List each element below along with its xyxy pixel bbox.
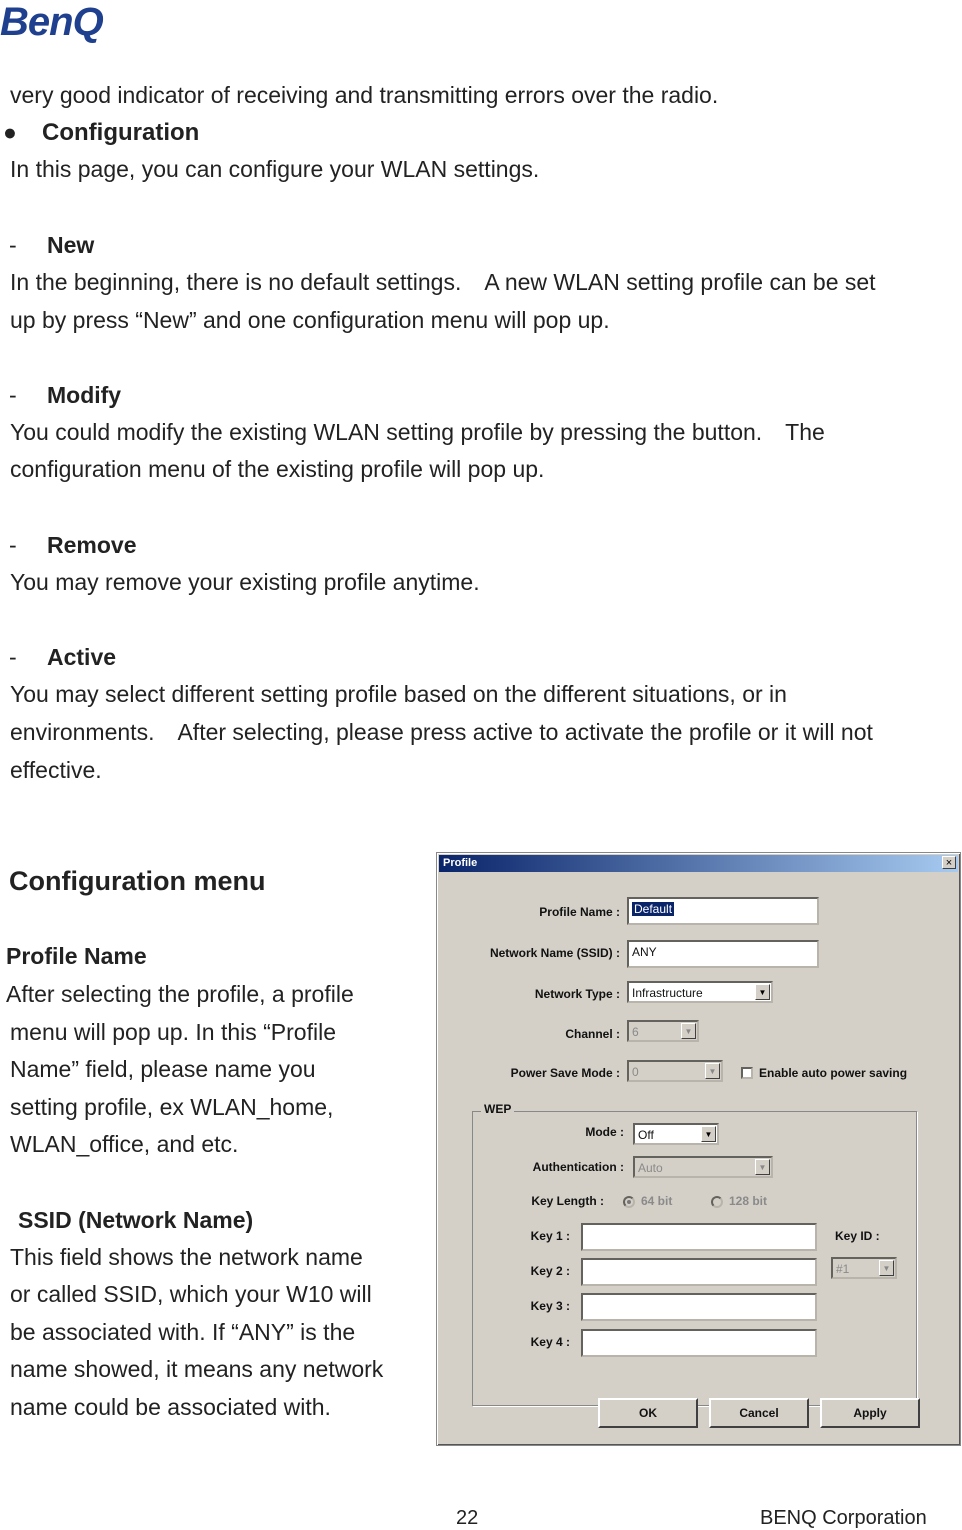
active-line-2: environments. After selecting, please press active to activate the profile or it will not — [10, 719, 873, 745]
profile-name-line-4: setting profile, ex WLAN_home, — [10, 1094, 334, 1120]
profile-name-line-1: After selecting the profile, a profile — [6, 981, 354, 1007]
dialog-title: Profile — [443, 857, 478, 869]
chevron-down-icon: ▼ — [879, 1260, 894, 1276]
remove-line-1: You may remove your existing profile anytime. — [10, 569, 480, 595]
network-name-label: Network Name (SSID) : — [489, 946, 620, 960]
cancel-button[interactable]: Cancel — [709, 1398, 809, 1428]
network-type-select[interactable] — [627, 981, 773, 1003]
network-type-label: Network Type : — [534, 987, 620, 1001]
chevron-down-icon: ▼ — [681, 1023, 696, 1039]
authentication-value: Auto — [638, 1161, 663, 1175]
power-save-value: 0 — [632, 1065, 639, 1079]
configuration-menu-heading: Configuration menu — [9, 866, 266, 896]
active-dash: - — [9, 644, 17, 670]
chevron-down-icon: ▼ — [755, 984, 770, 1000]
intro-text: very good indicator of receiving and transmitting errors over the radio. — [10, 82, 719, 108]
ssid-title: SSID (Network Name) — [18, 1207, 254, 1233]
active-title: Active — [47, 644, 117, 670]
modify-dash: - — [9, 382, 17, 408]
profile-name-value: Default — [634, 902, 673, 916]
network-type-value: Infrastructure — [632, 986, 703, 1000]
key-64-radio — [623, 1196, 635, 1208]
key-id-select — [831, 1257, 897, 1279]
channel-select — [627, 1020, 699, 1042]
chevron-down-icon: ▼ — [755, 1159, 770, 1175]
configuration-desc: In this page, you can configure your WLAN settings. — [10, 156, 540, 182]
key-length-label: Key Length : — [531, 1194, 604, 1208]
dialog-titlebar — [439, 855, 958, 872]
mode-select[interactable] — [633, 1123, 719, 1145]
key2-input[interactable] — [581, 1258, 817, 1286]
auto-power-label: Enable auto power saving — [759, 1066, 908, 1080]
network-name-input[interactable]: ANY — [627, 940, 819, 968]
ssid-line-4: name showed, it means any network — [10, 1356, 384, 1382]
profile-dialog — [436, 852, 961, 1446]
key2-label: Key 2 : — [530, 1264, 570, 1278]
wep-group-label: WEP — [481, 1102, 514, 1116]
configuration-heading: Configuration — [42, 119, 200, 146]
channel-label: Channel : — [565, 1027, 620, 1041]
modify-title: Modify — [47, 382, 122, 408]
key-id-label: Key ID : — [835, 1229, 880, 1243]
profile-name-line-5: WLAN_office, and etc. — [10, 1131, 239, 1157]
page-number: 22 — [456, 1507, 479, 1529]
profile-name-title: Profile Name — [6, 943, 147, 969]
key3-input[interactable] — [581, 1293, 817, 1321]
ssid-line-1: This field shows the network name — [10, 1244, 363, 1270]
bullet-icon: ● — [3, 119, 17, 145]
power-save-label: Power Save Mode : — [510, 1066, 620, 1080]
ssid-line-2: or called SSID, which your W10 will — [10, 1281, 372, 1307]
key4-label: Key 4 : — [530, 1335, 570, 1349]
chevron-down-icon: ▼ — [701, 1126, 716, 1142]
profile-name-line-2: menu will pop up. In this “Profile — [10, 1019, 336, 1045]
auto-power-checkbox[interactable] — [741, 1067, 753, 1079]
key-id-value: #1 — [836, 1262, 850, 1276]
new-line-2: up by press “New” and one configuration menu will pop up. — [10, 307, 610, 333]
authentication-select — [633, 1156, 773, 1178]
key-64-label: 64 bit — [641, 1194, 673, 1208]
active-line-3: effective. — [10, 757, 102, 783]
authentication-label: Authentication : — [532, 1160, 624, 1174]
benq-logo: BenQ — [0, 0, 103, 44]
profile-name-input[interactable] — [627, 897, 819, 925]
new-dash: - — [9, 232, 17, 258]
ssid-line-3: be associated with. If “ANY” is the — [10, 1319, 356, 1345]
ssid-line-5: name could be associated with. — [10, 1394, 331, 1420]
channel-value: 6 — [632, 1025, 639, 1039]
key4-input[interactable] — [581, 1329, 817, 1357]
key-128-label: 128 bit — [729, 1194, 768, 1208]
remove-title: Remove — [47, 532, 137, 558]
mode-label: Mode : — [585, 1125, 624, 1139]
mode-value: Off — [638, 1128, 654, 1142]
key1-input[interactable] — [581, 1223, 817, 1251]
key1-label: Key 1 : — [530, 1229, 570, 1243]
ok-button[interactable]: OK — [598, 1398, 698, 1428]
chevron-down-icon: ▼ — [705, 1063, 720, 1079]
company-name: BENQ Corporation — [760, 1507, 927, 1529]
modify-line-1: You could modify the existing WLAN setting profile by pressing the button. The — [10, 419, 825, 445]
profile-name-label: Profile Name : — [539, 905, 620, 919]
close-icon[interactable]: × — [942, 856, 956, 869]
new-line-1: In the beginning, there is no default settings. A new WLAN setting profile can be set — [10, 269, 876, 295]
key-128-radio — [711, 1196, 723, 1208]
modify-line-2: configuration menu of the existing profile will pop up. — [10, 456, 545, 482]
new-title: New — [47, 232, 95, 258]
power-save-select — [627, 1060, 723, 1082]
remove-dash: - — [9, 532, 17, 558]
key3-label: Key 3 : — [530, 1299, 570, 1313]
profile-name-line-3: Name” field, please name you — [10, 1056, 316, 1082]
active-line-1: You may select different setting profile based on the different situations, or in — [10, 681, 787, 707]
apply-button[interactable]: Apply — [820, 1398, 920, 1428]
